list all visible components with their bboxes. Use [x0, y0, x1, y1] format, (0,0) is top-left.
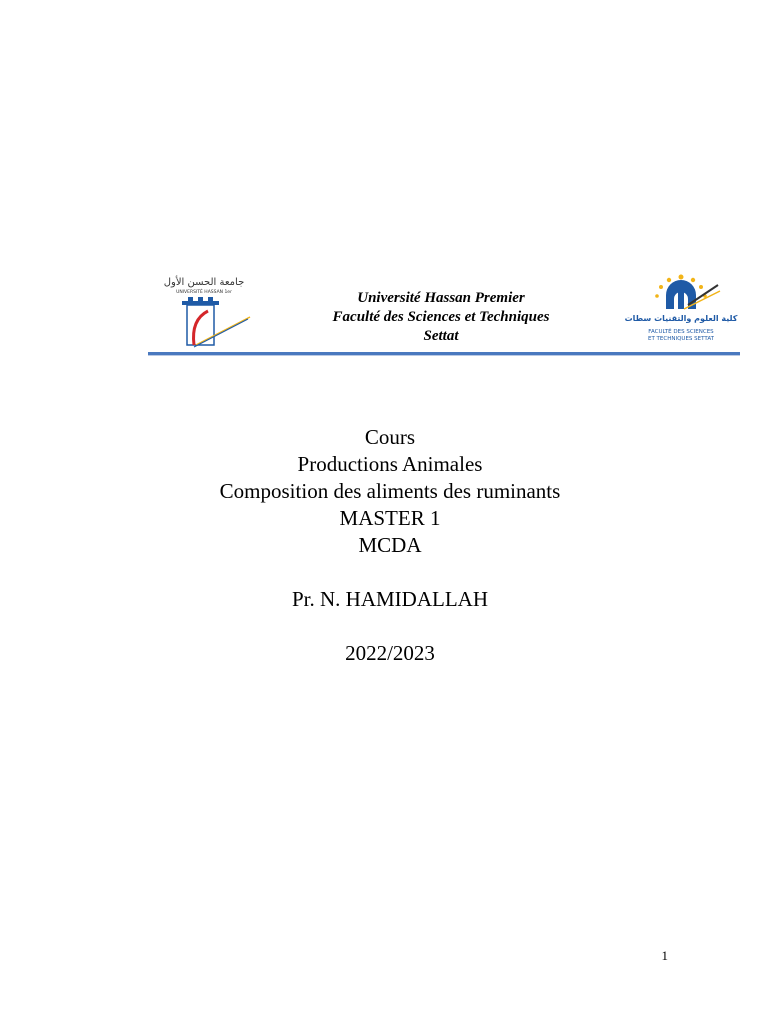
course-level: MASTER 1 [339, 506, 441, 530]
page-number: 1 [661, 948, 668, 963]
city-name: Settat [423, 328, 459, 344]
faculty-logo-arabic: كلية العلوم والتقنيات سطات [624, 314, 738, 323]
institution-block [296, 289, 586, 346]
course-program: MCDA [358, 533, 422, 557]
header-divider-shadow [148, 355, 740, 356]
faculty-logo [624, 271, 738, 347]
university-tower-logo-icon [156, 271, 256, 351]
faculty-logo-latin-1: FACULTÉ DES SCIENCES [648, 329, 714, 335]
author-name: Pr. N. HAMIDALLAH [292, 587, 488, 611]
university-logo-latin: UNIVERSITÉ HASSAN 1er [176, 290, 232, 295]
fst-settat-logo-icon [624, 271, 738, 347]
spacer [0, 613, 780, 640]
course-subject: Productions Animales [297, 452, 483, 476]
faculty-name: Faculté des Sciences et Techniques [332, 309, 550, 325]
document-type: Cours [364, 425, 416, 449]
university-name: Université Hassan Premier [357, 290, 525, 306]
faculty-logo-latin-2: ET TECHNIQUES SETTAT [647, 336, 715, 342]
course-topic: Composition des aliments des ruminants [219, 479, 561, 503]
university-logo [156, 271, 256, 351]
university-logo-arabic: جامعة الحسن الأول [163, 277, 245, 288]
document-header [148, 265, 740, 357]
academic-year: 2022/2023 [345, 641, 435, 665]
spacer [0, 559, 780, 586]
title-block [0, 424, 780, 667]
